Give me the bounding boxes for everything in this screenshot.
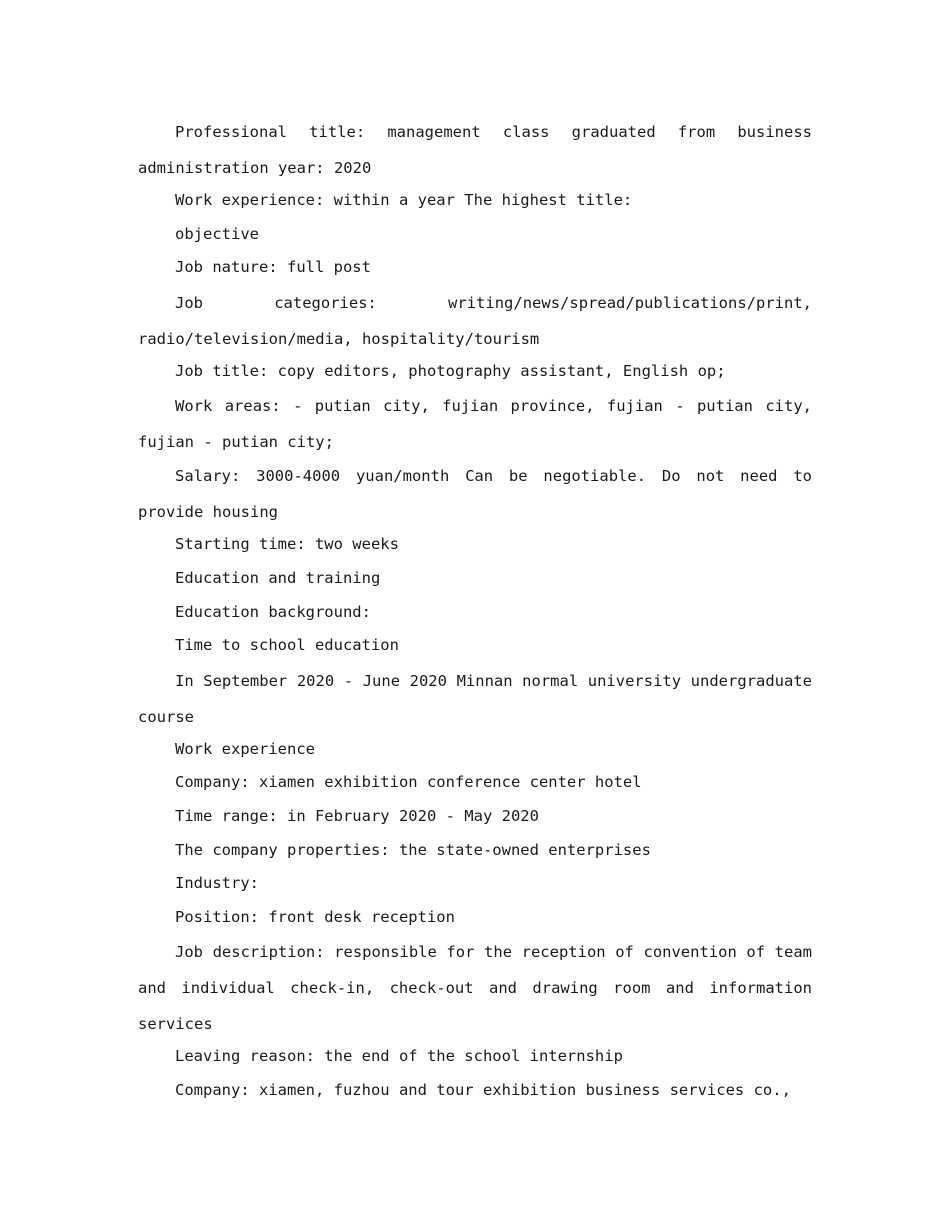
paragraph-work-experience-summary: Work experience: within a year The highest title: [175,191,633,209]
paragraph-work-experience-heading: Work experience [175,739,315,758]
paragraph-job-nature: Job nature: full post [175,258,371,277]
paragraph-job-categories: Job categories: writing/news/spread/publications/print, radio/television/media, hospitality/tourism [138,293,812,348]
paragraph-education-entry: In September 2020 - June 2020 Minnan normal university undergraduate course [138,671,812,726]
paragraph-job-title: Job title: copy editors, photography assistant, English op; [175,361,726,380]
paragraph-company-2: Company: xiamen, fuzhou and tour exhibition business services co., [175,1080,791,1099]
paragraph-leaving-reason: Leaving reason: the end of the school internship [175,1047,623,1066]
paragraph-objective-heading: objective [175,224,259,243]
paragraph-salary: Salary: 3000-4000 yuan/month Can be negotiable. Do not need to provide housing [138,467,812,522]
paragraph-starting-time: Starting time: two weeks [175,535,399,554]
paragraph-job-description: Job description: responsible for the reception of convention of team and individual check-in, check-out and drawing room and information services [138,943,812,1034]
paragraph-work-areas: Work areas: - putian city, fujian province, fujian - putian city, fujian - putian city; [138,397,812,452]
paragraph-position: Position: front desk reception [175,907,455,926]
paragraph-company-properties: The company properties: the state-owned enterprises [175,840,651,859]
paragraph-education-heading: Education and training [175,568,381,587]
paragraph-time-to-school: Time to school education [175,636,399,655]
paragraph-company-1: Company: xiamen exhibition conference center hotel [175,773,642,792]
paragraph-time-range: Time range: in February 2020 - May 2020 [175,806,539,825]
paragraph-professional-title: Professional title: management class graduated from business administration year: 2020 [138,123,812,177]
paragraph-industry: Industry: [175,874,259,893]
document-body [138,114,812,1108]
paragraph-education-background: Education background: [175,602,371,621]
